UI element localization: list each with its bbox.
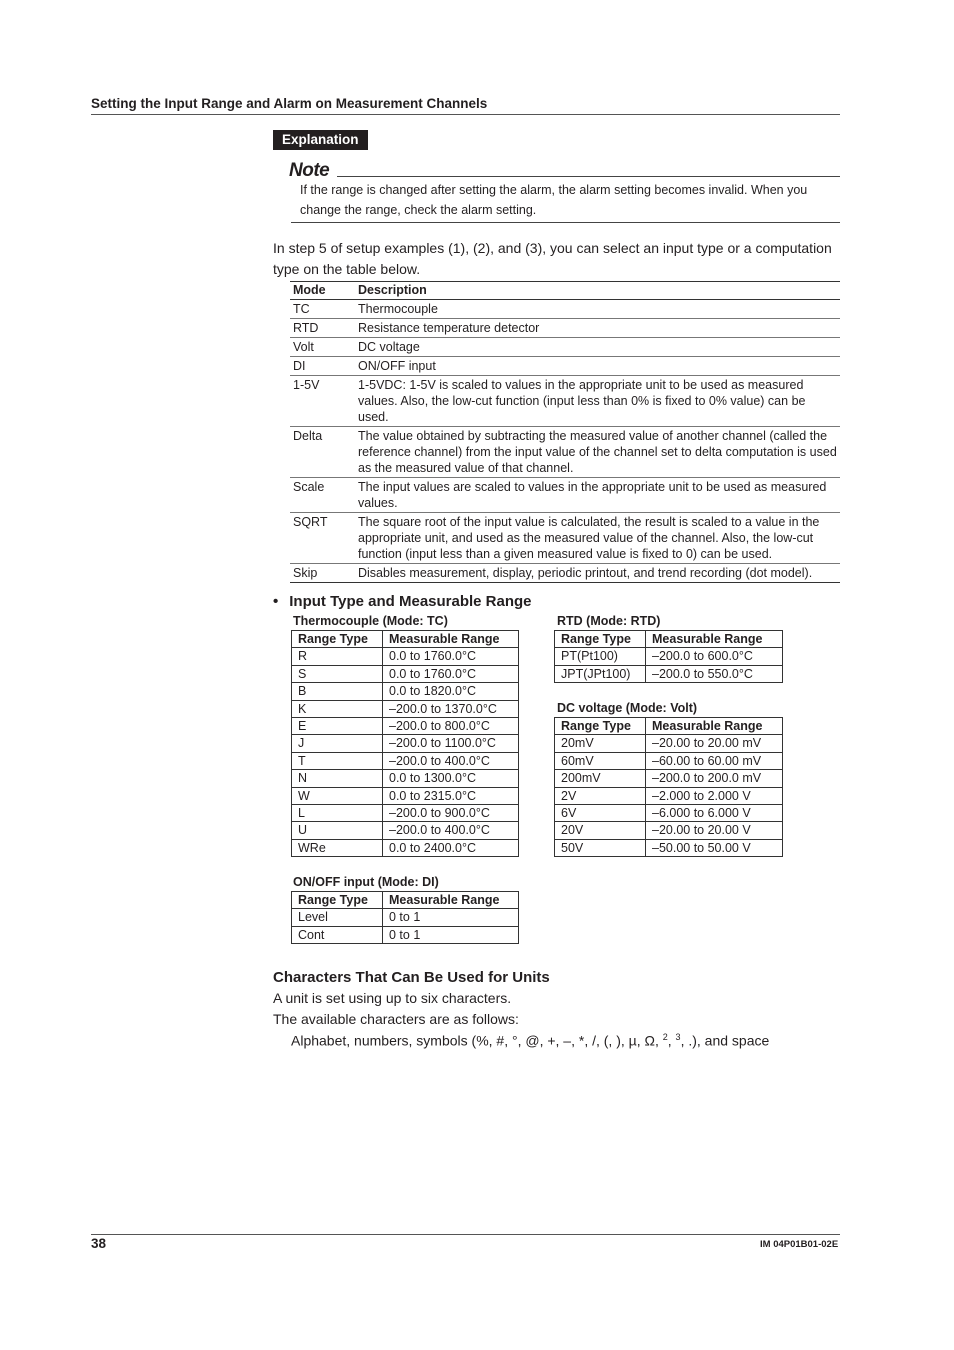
units-line-1: A unit is set using up to six characters.	[273, 990, 512, 1006]
range-type-cell: JPT(JPt100)	[555, 665, 646, 682]
table-row	[292, 718, 519, 735]
mode-table-header-row	[290, 282, 840, 300]
value-cell: 0.0 to 1760.0°C	[383, 665, 519, 682]
footer-rule	[91, 1234, 840, 1235]
table-row	[290, 564, 840, 583]
table-row	[555, 805, 783, 822]
range-type-cell: N	[292, 770, 383, 787]
table-row	[290, 513, 840, 564]
range-type-cell: 20V	[555, 822, 646, 839]
table-row	[290, 338, 840, 357]
table-header-row	[555, 718, 783, 735]
table-header-row	[292, 631, 519, 648]
rtd-table	[554, 630, 783, 683]
value-cell: –50.00 to 50.00 V	[646, 839, 783, 856]
input-type-heading	[273, 593, 532, 610]
table-row	[292, 665, 519, 682]
value-cell: –6.000 to 6.000 V	[646, 805, 783, 822]
value-cell: ON/OFF input	[355, 357, 840, 376]
value-cell: –200.0 to 400.0°C	[383, 752, 519, 769]
range-type-cell: K	[292, 700, 383, 717]
table-row	[555, 822, 783, 839]
value-cell: 0.0 to 1760.0°C	[383, 648, 519, 665]
value-cell: Disables measurement, display, periodic printout, and trend recording (dot model).	[355, 564, 840, 583]
description-header: Description	[355, 282, 840, 300]
table-row	[290, 319, 840, 338]
value-cell: 0.0 to 2315.0°C	[383, 787, 519, 804]
value-cell: –200.0 to 1370.0°C	[383, 700, 519, 717]
range-type-cell: J	[292, 735, 383, 752]
value-cell: 0.0 to 2400.0°C	[383, 839, 519, 856]
range-type-cell: Delta	[290, 427, 355, 478]
note-bottom-rule	[291, 222, 840, 223]
value-cell: –200.0 to 550.0°C	[646, 665, 783, 682]
range-type-cell: 2V	[555, 787, 646, 804]
page-number: 38	[91, 1236, 107, 1251]
value-cell: 0.0 to 1300.0°C	[383, 770, 519, 787]
range-type-cell: WRe	[292, 839, 383, 856]
range-type-cell: B	[292, 683, 383, 700]
measurable-range-header: Measurable Range	[646, 631, 783, 648]
range-type-header: Range Type	[555, 718, 646, 735]
units-line-2: The available characters are as follows:	[273, 1011, 519, 1027]
table-row	[292, 683, 519, 700]
units-chars-post: , .), and space	[680, 1032, 770, 1049]
range-type-cell: PT(Pt100)	[555, 648, 646, 665]
units-comma: ,	[667, 1032, 676, 1049]
range-type-cell: TC	[290, 300, 355, 319]
range-type-cell: R	[292, 648, 383, 665]
value-cell: 0 to 1	[383, 909, 519, 926]
range-type-cell: T	[292, 752, 383, 769]
range-type-cell: W	[292, 787, 383, 804]
table-row	[290, 478, 840, 513]
table-row	[292, 770, 519, 787]
value-cell: –20.00 to 20.00 V	[646, 822, 783, 839]
bullet: •	[273, 593, 279, 610]
document-id: IM 04P01B01-02E	[760, 1239, 839, 1250]
table-row	[290, 300, 840, 319]
range-type-cell: 60mV	[555, 752, 646, 769]
units-chars-pre: Alphabet, numbers, symbols (%, #, °, @, +, –, *, /, (, ), µ, Ω,	[291, 1032, 663, 1049]
table-row	[555, 770, 783, 787]
range-type-cell: RTD	[290, 319, 355, 338]
table-row	[292, 735, 519, 752]
section-header-title: Setting the Input Range and Alarm on Measurement Channels	[91, 96, 488, 111]
range-type-cell: L	[292, 805, 383, 822]
value-cell: –200.0 to 200.0 mV	[646, 770, 783, 787]
mode-table-body	[290, 300, 840, 583]
table-row	[290, 357, 840, 376]
range-type-header: Range Type	[555, 631, 646, 648]
value-cell: –200.0 to 1100.0°C	[383, 735, 519, 752]
range-type-cell: DI	[290, 357, 355, 376]
table-row	[292, 787, 519, 804]
dc-voltage-table	[554, 717, 783, 857]
table-row	[292, 839, 519, 856]
range-type-cell: 200mV	[555, 770, 646, 787]
value-cell: DC voltage	[355, 338, 840, 357]
value-cell: 1-5VDC: 1-5V is scaled to values in the appropriate unit to be used as measured values. Also, the low-cut function (input less than 0% is fixed to 0% value) can be used.	[355, 376, 840, 427]
input-type-title: Input Type and Measurable Range	[289, 593, 532, 610]
range-type-cell: Scale	[290, 478, 355, 513]
table-row	[290, 376, 840, 427]
value-cell: –60.00 to 60.00 mV	[646, 752, 783, 769]
tc-caption: Thermocouple (Mode: TC)	[293, 614, 448, 628]
explanation-label: Explanation	[273, 130, 368, 150]
range-type-cell: 20mV	[555, 735, 646, 752]
table-row	[555, 787, 783, 804]
table-row	[555, 665, 783, 682]
range-type-cell: 50V	[555, 839, 646, 856]
table-row	[292, 822, 519, 839]
value-cell: 0.0 to 1820.0°C	[383, 683, 519, 700]
value-cell: –200.0 to 400.0°C	[383, 822, 519, 839]
units-line-3	[291, 1032, 769, 1049]
range-type-header: Range Type	[292, 631, 383, 648]
note-text: If the range is changed after setting the alarm, the alarm setting becomes invalid. When you change the range, check the alarm setting.	[300, 183, 808, 217]
onoff-input-table	[291, 891, 519, 944]
range-type-cell: Level	[292, 909, 383, 926]
measurable-range-header: Measurable Range	[383, 892, 519, 909]
superscript-2: 2	[662, 1032, 668, 1042]
table-row	[292, 648, 519, 665]
range-type-cell: U	[292, 822, 383, 839]
table-row	[555, 648, 783, 665]
table-row	[292, 700, 519, 717]
header-rule	[91, 114, 840, 115]
range-type-cell: 6V	[555, 805, 646, 822]
table-header-row	[555, 631, 783, 648]
value-cell: 0 to 1	[383, 926, 519, 943]
table-row	[292, 909, 519, 926]
table-row	[555, 839, 783, 856]
value-cell: –200.0 to 800.0°C	[383, 718, 519, 735]
range-type-cell: 1-5V	[290, 376, 355, 427]
value-cell: –20.00 to 20.00 mV	[646, 735, 783, 752]
table-row	[290, 427, 840, 478]
value-cell: Thermocouple	[355, 300, 840, 319]
value-cell: Resistance temperature detector	[355, 319, 840, 338]
value-cell: The value obtained by subtracting the measured value of another channel (called the reference channel) from the input value of the channel set to delta computation is used as the measured value of that channel.	[355, 427, 840, 478]
rtd-caption: RTD (Mode: RTD)	[557, 614, 661, 628]
note-title: Note	[289, 160, 330, 181]
volt-caption: DC voltage (Mode: Volt)	[557, 701, 698, 715]
table-header-row	[292, 892, 519, 909]
range-type-cell: E	[292, 718, 383, 735]
table-row	[292, 805, 519, 822]
value-cell: –200.0 to 600.0°C	[646, 648, 783, 665]
range-type-cell: Skip	[290, 564, 355, 583]
range-type-cell: Volt	[290, 338, 355, 357]
note-top-rule	[337, 176, 840, 177]
table-row	[292, 752, 519, 769]
measurable-range-header: Measurable Range	[383, 631, 519, 648]
value-cell: –2.000 to 2.000 V	[646, 787, 783, 804]
mode-table	[290, 281, 840, 583]
thermocouple-table	[291, 630, 519, 857]
table-row	[292, 926, 519, 943]
di-caption: ON/OFF input (Mode: DI)	[293, 875, 439, 889]
table-row	[555, 752, 783, 769]
value-cell: The input values are scaled to values in the appropriate unit to be used as measured values.	[355, 478, 840, 513]
range-type-header: Range Type	[292, 892, 383, 909]
value-cell: –200.0 to 900.0°C	[383, 805, 519, 822]
mode-header: Mode	[290, 282, 355, 300]
superscript-3: 3	[675, 1032, 681, 1042]
table-row	[555, 735, 783, 752]
range-type-cell: S	[292, 665, 383, 682]
measurable-range-header: Measurable Range	[646, 718, 783, 735]
value-cell: The square root of the input value is calculated, the result is scaled to a value in the appropriate unit, and used as the measured value of the channel. Also, the low-cut function (input less than a given measured value is fixed to 0) can be used.	[355, 513, 840, 564]
range-type-cell: SQRT	[290, 513, 355, 564]
units-heading: Characters That Can Be Used for Units	[273, 969, 550, 986]
intro-paragraph: In step 5 of setup examples (1), (2), and (3), you can select an input type or a computation type on the table below.	[273, 240, 832, 277]
range-type-cell: Cont	[292, 926, 383, 943]
